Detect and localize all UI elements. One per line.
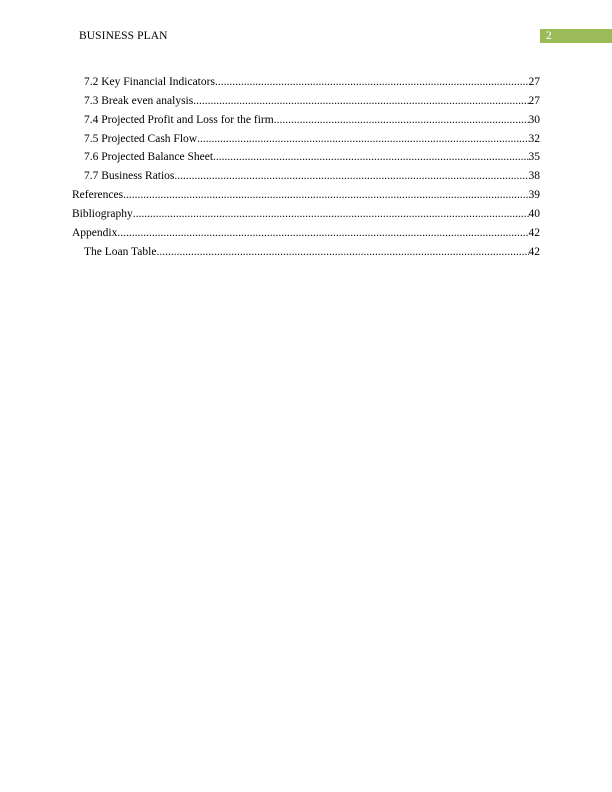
toc-dot-leader [193,94,528,108]
toc-entry-key-financial-indicators[interactable] [72,70,540,89]
toc-entry-page: 30 [528,113,540,126]
toc-entry-page: 42 [528,245,540,258]
running-header-title: BUSINESS PLAN [79,30,168,42]
toc-entry-title: Bibliography [72,208,133,221]
toc-entry-appendix[interactable] [72,221,540,240]
page-number-badge [540,29,612,43]
table-of-contents [72,70,540,259]
toc-entry-page: 40 [528,208,540,221]
toc-entry-projected-balance-sheet[interactable] [72,146,540,165]
toc-entry-business-ratios[interactable] [72,164,540,183]
toc-entry-title: The Loan Table [84,245,157,258]
toc-entry-page: 27 [528,94,540,107]
toc-entry-title: References [72,189,124,202]
toc-dot-leader [274,113,529,127]
toc-dot-leader [174,169,528,183]
toc-dot-leader [117,226,528,240]
toc-entry-references[interactable] [72,183,540,202]
toc-entry-title: 7.7 Business Ratios [84,170,175,183]
toc-entry-page: 35 [528,151,540,164]
toc-entry-page: 27 [528,75,540,88]
toc-entry-the-loan-table[interactable] [72,240,540,259]
toc-entry-title: 7.6 Projected Balance Sheet [84,151,214,164]
toc-entry-title: 7.4 Projected Profit and Loss for the firm [84,113,274,126]
toc-dot-leader [133,207,529,221]
toc-entry-title: Appendix [72,227,118,240]
toc-entry-page: 32 [528,132,540,145]
toc-dot-leader [156,245,528,259]
page-number: 2 [546,30,552,42]
toc-entry-title: 7.5 Projected Cash Flow [84,132,198,145]
toc-entry-projected-cash-flow[interactable] [72,127,540,146]
toc-entry-break-even-analysis[interactable] [72,89,540,108]
toc-dot-leader [197,132,528,146]
toc-dot-leader [123,188,528,202]
toc-entry-projected-profit-and-loss[interactable] [72,108,540,127]
toc-entry-page: 42 [528,227,540,240]
toc-entry-page: 39 [528,189,540,202]
toc-entry-page: 38 [528,170,540,183]
toc-entry-bibliography[interactable] [72,202,540,221]
toc-entry-title: 7.2 Key Financial Indicators [84,75,215,88]
toc-dot-leader [213,150,528,164]
toc-dot-leader [215,75,529,89]
toc-entry-title: 7.3 Break even analysis [84,94,194,107]
